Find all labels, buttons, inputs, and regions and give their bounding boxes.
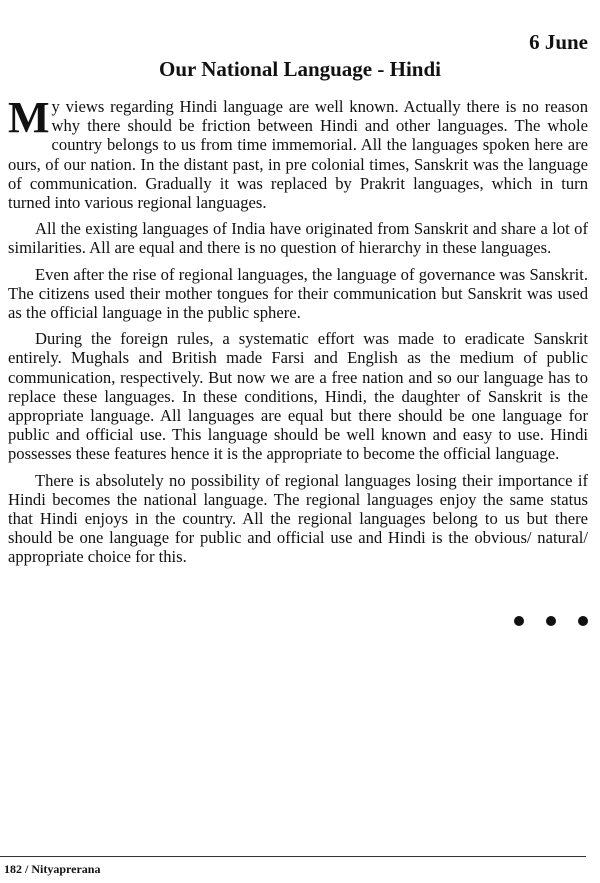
paragraph-2: All the existing languages of India have originated from Sanskrit and share a lot of similarities. All are equal and there is no question of hierarchy in these languages. (8, 219, 588, 258)
article-body (8, 93, 588, 574)
paragraph-1-text: y views regarding Hindi language are well known. Actually there is no reason why there should be friction between Hindi and other languages. The whole country belongs to us from time immemorial. All the languages spoken here are ours, of our nation. In the distant past, in pre colonial times, Sanskrit was the language of communication. Gradually it was replaced by Prakrit languages, which in turn turned into various regional languages. (8, 97, 588, 213)
paragraph-1 (8, 93, 588, 213)
paragraph-4: During the foreign rules, a systematic effort was made to eradicate Sanskrit entirely. Mughals and British made Farsi and English as the medium of public communication, respectively. But now we are a free nation and so our language has to replace these languages. In these conditions, Hindi, the daughter of Sanskrit is the appropriate language. All languages are equal but there should be one language for public and official use. This language should be well known and easy to use. Hindi possesses these features hence it is the appropriate to become the official language. (8, 329, 588, 464)
drop-cap: M (8, 93, 50, 142)
page-footer: 182 / Nityaprerana (4, 862, 101, 876)
footer-rule (0, 856, 586, 857)
bullet-dot-icon (546, 616, 556, 626)
paragraph-5: There is absolutely no possibility of regional languages losing their importance if Hindi becomes the national language. The regional languages enjoy the same status that Hindi enjoys in the country. All the regional languages belong to us but there should be one language for public and official use and Hindi is the obvious/ natural/ appropriate choice for this. (8, 470, 588, 567)
page-title: Our National Language - Hindi (158, 57, 441, 81)
bullet-dot-icon (514, 616, 524, 626)
bullet-dot-icon (578, 616, 588, 626)
end-of-section-mark (514, 616, 588, 626)
entry-date: 6 June (529, 30, 588, 54)
paragraph-3: Even after the rise of regional languages, the language of governance was Sanskrit. The citizens used their mother tongues for their communication but Sanskrit was used as the official language in the public sphere. (8, 264, 588, 323)
